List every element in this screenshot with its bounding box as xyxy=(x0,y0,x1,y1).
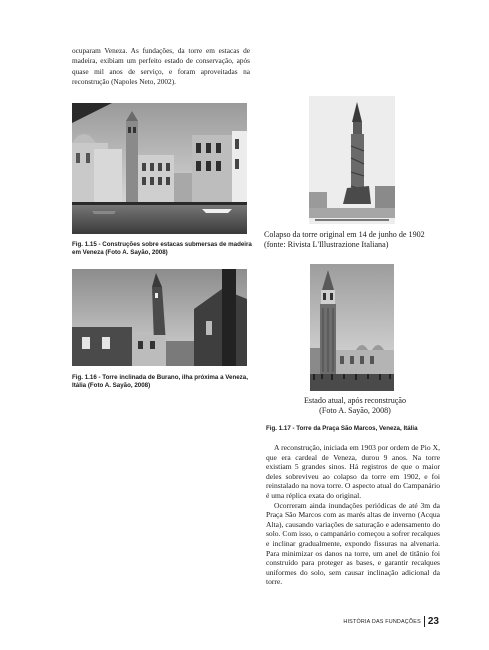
intro-paragraph: ocuparam Veneza. As fundações, da torre em estacas de madeira, exibiam um perfeito estado de conservação, após quase mil anos de serviço, e foram aproveitadas na reconstrução (Napoles Neto, 2002). xyxy=(72,46,250,87)
page-footer xyxy=(343,616,439,627)
footer-divider xyxy=(424,616,425,627)
figure-1-17-caption: Fig. 1.17 - Torre da Praça São Marcos, Veneza, Itália xyxy=(266,425,418,432)
figure-1-16-caption: Fig. 1.16 - Torre inclinada de Burano, ilha próxima a Veneza, Itália (Foto A. Sayão, 2008) xyxy=(72,374,248,390)
body-paragraph: Ocorreram ainda inundações periódicas de até 3m da Praça São Marcos com as marés altas de inverno (Acqua Alta), causando variações de saturação e adensamento do solo. Com isso, o campanário começou a sofrer recalques e inclinar gradualmente, expondo fissuras na alvenaria. Para minimizar os danos na torre, um anel de titânio foi construído para proteger as bases, e garantir recalques uniformes do solo, sem causar inclinação adicional da torre. xyxy=(266,500,440,587)
san-marco-campanile-photo xyxy=(310,264,394,391)
figure-1-15-caption: Fig. 1.15 - Construções sobre estacas submersas de madeira em Veneza (Foto A. Sayão, 2008) xyxy=(72,241,252,257)
burano-leaning-tower-photo xyxy=(72,269,247,366)
current-state-caption: Estado atual, após reconstrução (Foto A. Sayão, 2008) xyxy=(303,396,407,415)
collapse-photo-caption: Colapso da torre original em 14 de junho de 1902 (fonte: Rivista L'Illustrazione Italiana) xyxy=(264,230,425,249)
venice-pile-buildings-photo xyxy=(72,103,247,234)
body-text xyxy=(266,443,440,587)
tower-collapse-photo xyxy=(309,96,395,224)
body-paragraph: A reconstrução, iniciada em 1903 por ordem de Pio X, que era cardeal de Veneza, durou 9 anos. Na torre existiam 5 grandes sinos. Há registros de que o maior deles sobreviveu ao colapso da torre em 1902, e foi reinstalado na nova torre. O aspecto atual do Campanário é uma réplica exata do original. xyxy=(266,443,440,500)
page-number: 23 xyxy=(427,616,439,627)
running-title: HISTÓRIA DAS FUNDAÇÕES xyxy=(343,618,421,625)
